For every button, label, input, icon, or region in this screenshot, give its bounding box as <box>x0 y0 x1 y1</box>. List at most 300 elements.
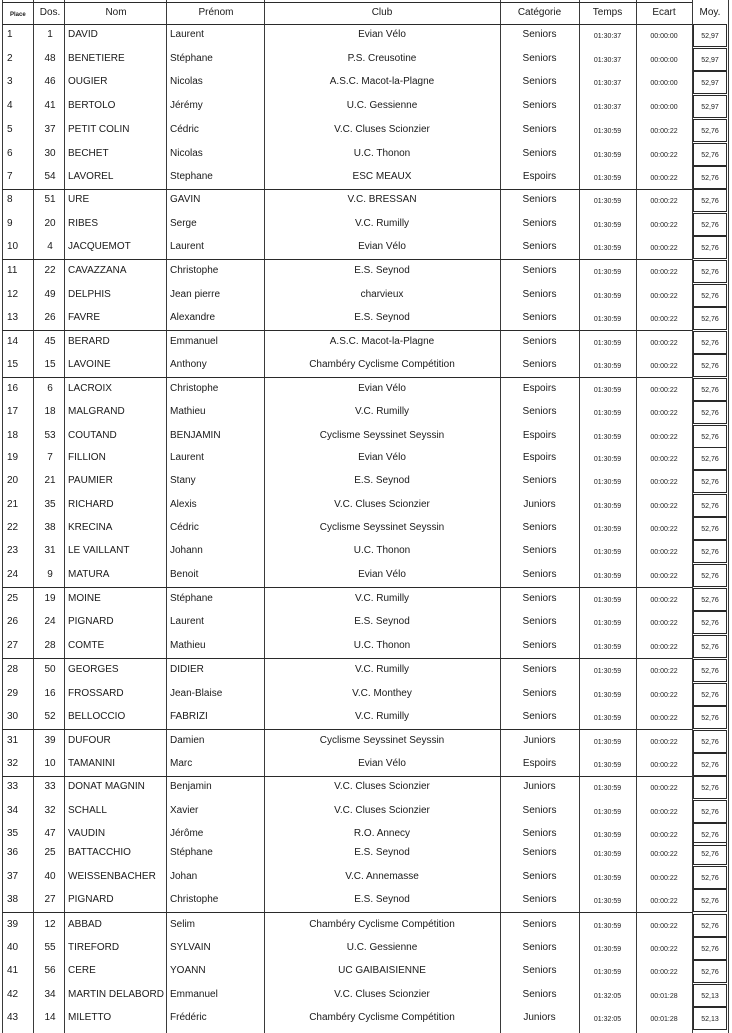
cell-prenom: Stéphane <box>170 593 213 604</box>
cell-ecart: 00:00:22 <box>650 363 678 370</box>
cell-dos: 52 <box>44 711 56 722</box>
cell-dos: 35 <box>44 499 56 510</box>
cell-temps: 01:30:59 <box>593 293 622 300</box>
cell-moy: 52,76 <box>701 410 719 417</box>
cell-cat: Seniors <box>522 593 557 604</box>
cell-ecart: 00:00:22 <box>650 198 678 205</box>
cell-club: Cyclisme Seyssinet Seyssin <box>319 430 445 441</box>
cell-prenom: Stephane <box>170 171 213 182</box>
cell-nom: KRECINA <box>68 522 113 533</box>
cell-moy: 52,76 <box>701 316 719 323</box>
cell-club: U.C. Thonon <box>353 148 411 159</box>
cell-temps: 01:30:59 <box>593 456 622 463</box>
cell-prenom: Laurent <box>170 241 204 252</box>
cell-prenom: Christophe <box>170 383 219 394</box>
cell-moy: 52,76 <box>701 923 719 930</box>
cell-prenom: Johan <box>170 871 198 882</box>
cell-nom: BERARD <box>68 336 110 347</box>
cell-temps: 01:30:59 <box>593 549 622 556</box>
cell-nom: PIGNARD <box>68 616 114 627</box>
cell-club: E.S. Seynod <box>354 616 410 627</box>
header-nom: Nom <box>105 7 127 18</box>
cell-cat: Seniors <box>522 942 557 953</box>
cell-dos: 30 <box>44 148 56 159</box>
cell-cat: Seniors <box>522 805 557 816</box>
cell-temps: 01:30:59 <box>593 692 622 699</box>
column-divider <box>636 0 637 1033</box>
cell-nom: DELPHIS <box>68 289 111 300</box>
column-divider <box>166 0 167 1033</box>
cell-cat: Seniors <box>522 124 557 135</box>
cell-club: V.C. BRESSAN <box>347 194 417 205</box>
cell-nom: FROSSARD <box>68 688 124 699</box>
column-divider <box>33 0 34 1033</box>
cell-cat: Juniors <box>523 781 556 792</box>
cell-moy: 52,76 <box>701 340 719 347</box>
cell-moy: 52,76 <box>701 785 719 792</box>
cell-cat: Espoirs <box>522 383 557 394</box>
column-divider <box>64 0 65 1033</box>
cell-place: 37 <box>7 871 19 882</box>
cell-ecart: 00:00:22 <box>650 875 678 882</box>
cell-nom: PETIT COLIN <box>68 124 130 135</box>
cell-moy: 52,76 <box>701 526 719 533</box>
cell-dos: 54 <box>44 171 56 182</box>
cell-nom: CERE <box>68 965 96 976</box>
cell-cat: Seniors <box>522 828 557 839</box>
cell-temps: 01:30:59 <box>593 898 622 905</box>
cell-place: 25 <box>7 593 19 604</box>
cell-dos: 26 <box>44 312 56 323</box>
cell-nom: MATURA <box>68 569 110 580</box>
cell-nom: MALGRAND <box>68 406 125 417</box>
cell-nom: URE <box>68 194 90 205</box>
cell-moy: 52,76 <box>701 152 719 159</box>
cell-dos: 20 <box>44 218 56 229</box>
cell-ecart: 00:00:22 <box>650 316 678 323</box>
row-group-divider <box>2 330 692 331</box>
cell-club: Chambéry Cyclisme Compétition <box>309 359 455 370</box>
cell-nom: RICHARD <box>68 499 114 510</box>
cell-temps: 01:30:59 <box>593 809 622 816</box>
cell-prenom: Selim <box>170 919 196 930</box>
cell-dos: 32 <box>44 805 56 816</box>
cell-cat: Seniors <box>522 148 557 159</box>
cell-temps: 01:30:37 <box>593 104 622 111</box>
cell-nom: CAVAZZANA <box>68 265 127 276</box>
cell-cat: Seniors <box>522 336 557 347</box>
cell-place: 33 <box>7 781 19 792</box>
cell-prenom: Stéphane <box>170 53 213 64</box>
cell-place: 29 <box>7 688 19 699</box>
cell-cat: Seniors <box>522 894 557 905</box>
cell-prenom: Damien <box>170 735 205 746</box>
cell-cat: Seniors <box>522 265 557 276</box>
cell-nom: PIGNARD <box>68 894 114 905</box>
row-group-divider <box>2 587 692 588</box>
cell-place: 16 <box>7 383 19 394</box>
cell-prenom: Jérôme <box>170 828 204 839</box>
cell-moy: 52,76 <box>701 456 719 463</box>
cell-place: 10 <box>7 241 19 252</box>
cell-dos: 28 <box>44 640 56 651</box>
cell-dos: 6 <box>47 383 53 394</box>
cell-nom: VAUDIN <box>68 828 106 839</box>
cell-ecart: 00:00:22 <box>650 946 678 953</box>
cell-cat: Seniors <box>522 688 557 699</box>
row-group-divider <box>2 24 692 25</box>
cell-ecart: 00:00:22 <box>650 898 678 905</box>
cell-club: V.C. Cluses Scionzier <box>334 499 430 510</box>
cell-nom: BATTACCHIO <box>68 847 131 858</box>
cell-nom: SCHALL <box>68 805 107 816</box>
cell-dos: 14 <box>44 1012 56 1023</box>
cell-club: charvieux <box>360 289 404 300</box>
cell-dos: 25 <box>44 847 56 858</box>
cell-moy: 52,76 <box>701 969 719 976</box>
cell-moy: 52,76 <box>701 387 719 394</box>
cell-nom: WEISSENBACHER <box>68 871 156 882</box>
cell-cat: Seniors <box>522 312 557 323</box>
cell-ecart: 00:00:22 <box>650 692 678 699</box>
cell-moy: 52,76 <box>701 762 719 769</box>
cell-prenom: Marc <box>170 758 193 769</box>
cell-place: 39 <box>7 919 19 930</box>
header-club: Club <box>371 7 393 18</box>
cell-temps: 01:30:59 <box>593 715 622 722</box>
cell-club: V.C. Cluses Scionzier <box>334 805 430 816</box>
cell-place: 31 <box>7 735 19 746</box>
cell-cat: Seniors <box>522 100 557 111</box>
cell-nom: DUFOUR <box>68 735 111 746</box>
cell-prenom: Stéphane <box>170 847 213 858</box>
column-divider <box>2 0 3 1033</box>
cell-temps: 01:30:37 <box>593 80 622 87</box>
cell-ecart: 00:00:22 <box>650 597 678 604</box>
cell-place: 40 <box>7 942 19 953</box>
cell-dos: 37 <box>44 124 56 135</box>
cell-moy: 52,76 <box>701 503 719 510</box>
cell-prenom: Serge <box>170 218 197 229</box>
cell-nom: JACQUEMOT <box>68 241 131 252</box>
cell-club: E.S. Seynod <box>354 265 410 276</box>
cell-temps: 01:30:59 <box>593 269 622 276</box>
row-group-divider <box>2 259 692 260</box>
cell-club: Evian Vélo <box>358 452 406 463</box>
cell-nom: LE VAILLANT <box>68 545 130 556</box>
cell-cat: Juniors <box>523 499 556 510</box>
cell-cat: Seniors <box>522 29 557 40</box>
cell-nom: FILLION <box>68 452 106 463</box>
cell-cat: Espoirs <box>522 452 557 463</box>
cell-ecart: 00:00:22 <box>650 503 678 510</box>
cell-club: V.C. Rumilly <box>354 218 410 229</box>
cell-ecart: 00:00:22 <box>650 644 678 651</box>
cell-temps: 01:30:59 <box>593 479 622 486</box>
cell-ecart: 00:00:22 <box>650 410 678 417</box>
cell-moy: 52,13 <box>701 993 719 1000</box>
cell-dos: 48 <box>44 53 56 64</box>
cell-temps: 01:32:05 <box>593 1016 622 1023</box>
cell-dos: 16 <box>44 688 56 699</box>
row-group-divider <box>2 776 692 777</box>
cell-prenom: Christophe <box>170 265 219 276</box>
cell-club: V.C. Annemasse <box>345 871 419 882</box>
cell-moy: 52,76 <box>701 809 719 816</box>
cell-dos: 33 <box>44 781 56 792</box>
cell-moy: 52,76 <box>701 479 719 486</box>
cell-prenom: Jean-Blaise <box>170 688 223 699</box>
cell-moy: 52,97 <box>701 104 719 111</box>
cell-place: 3 <box>7 76 13 87</box>
cell-club: Cyclisme Seyssinet Seyssin <box>319 522 445 533</box>
cell-club: R.O. Annecy <box>353 828 411 839</box>
cell-club: Evian Vélo <box>358 241 406 252</box>
cell-dos: 39 <box>44 735 56 746</box>
cell-dos: 10 <box>44 758 56 769</box>
cell-ecart: 00:00:22 <box>650 785 678 792</box>
cell-moy: 52,76 <box>701 946 719 953</box>
cell-place: 5 <box>7 124 13 135</box>
cell-place: 28 <box>7 664 19 675</box>
cell-nom: DAVID <box>68 29 98 40</box>
cell-nom: BERTOLO <box>68 100 116 111</box>
cell-ecart: 00:00:22 <box>650 434 678 441</box>
cell-place: 35 <box>7 828 19 839</box>
cell-temps: 01:30:59 <box>593 316 622 323</box>
cell-cat: Seniors <box>522 359 557 370</box>
cell-moy: 52,76 <box>701 293 719 300</box>
cell-dos: 21 <box>44 475 56 486</box>
cell-club: UC GAIBAISIENNE <box>338 965 426 976</box>
cell-ecart: 00:00:22 <box>650 340 678 347</box>
cell-moy: 52,76 <box>701 198 719 205</box>
cell-dos: 34 <box>44 989 56 1000</box>
cell-temps: 01:30:59 <box>593 762 622 769</box>
cell-moy: 52,76 <box>701 875 719 882</box>
cell-prenom: Xavier <box>170 805 199 816</box>
cell-moy: 52,97 <box>701 33 719 40</box>
cell-moy: 52,76 <box>701 434 719 441</box>
cell-cat: Seniors <box>522 545 557 556</box>
cell-temps: 01:30:59 <box>593 245 622 252</box>
cell-club: U.C. Thonon <box>353 545 411 556</box>
cell-prenom: Benoit <box>170 569 199 580</box>
cell-moy: 52,76 <box>701 597 719 604</box>
cell-prenom: Stany <box>170 475 196 486</box>
header-categorie: Catégorie <box>517 7 562 18</box>
cell-nom: LAVOREL <box>68 171 114 182</box>
cell-club: V.C. Rumilly <box>354 711 410 722</box>
cell-club: U.C. Gessienne <box>346 100 418 111</box>
cell-prenom: Laurent <box>170 616 204 627</box>
cell-place: 41 <box>7 965 19 976</box>
cell-nom: DONAT MAGNIN <box>68 781 145 792</box>
cell-place: 20 <box>7 475 19 486</box>
cell-prenom: BENJAMIN <box>170 430 221 441</box>
cell-club: E.S. Seynod <box>354 894 410 905</box>
cell-dos: 46 <box>44 76 56 87</box>
cell-dos: 38 <box>44 522 56 533</box>
cell-place: 36 <box>7 847 19 858</box>
cell-temps: 01:30:59 <box>593 875 622 882</box>
cell-nom: TAMANINI <box>68 758 116 769</box>
cell-ecart: 00:00:22 <box>650 526 678 533</box>
cell-cat: Seniors <box>522 406 557 417</box>
cell-dos: 55 <box>44 942 56 953</box>
cell-club: V.C. Monthey <box>352 688 412 699</box>
cell-prenom: Jérémy <box>170 100 203 111</box>
cell-place: 17 <box>7 406 19 417</box>
cell-dos: 40 <box>44 871 56 882</box>
cell-dos: 1 <box>47 29 53 40</box>
cell-club: V.C. Cluses Scionzier <box>334 124 430 135</box>
cell-moy: 52,76 <box>701 245 719 252</box>
cell-ecart: 00:00:22 <box>650 293 678 300</box>
cell-temps: 01:30:59 <box>593 434 622 441</box>
cell-dos: 27 <box>44 894 56 905</box>
cell-ecart: 00:00:00 <box>650 104 678 111</box>
cell-cat: Seniors <box>522 475 557 486</box>
cell-ecart: 00:01:28 <box>650 1016 678 1023</box>
cell-temps: 01:30:59 <box>593 573 622 580</box>
cell-club: V.C. Rumilly <box>354 593 410 604</box>
cell-prenom: Cédric <box>170 522 199 533</box>
header-ecart: Ecart <box>652 7 676 18</box>
cell-place: 23 <box>7 545 19 556</box>
cell-club: P.S. Creusotine <box>347 53 417 64</box>
cell-temps: 01:30:59 <box>593 128 622 135</box>
cell-club: U.C. Thonon <box>353 640 411 651</box>
cell-ecart: 00:00:22 <box>650 832 678 839</box>
cell-ecart: 00:00:22 <box>650 739 678 746</box>
cell-prenom: Christophe <box>170 894 219 905</box>
cell-cat: Seniors <box>522 847 557 858</box>
cell-moy: 52,76 <box>701 222 719 229</box>
cell-nom: ABBAD <box>68 919 102 930</box>
cell-ecart: 00:00:22 <box>650 851 678 858</box>
cell-ecart: 00:00:22 <box>650 715 678 722</box>
cell-temps: 01:30:59 <box>593 969 622 976</box>
cell-place: 30 <box>7 711 19 722</box>
column-divider <box>692 0 693 1033</box>
cell-moy: 52,76 <box>701 692 719 699</box>
cell-temps: 01:30:59 <box>593 222 622 229</box>
cell-dos: 4 <box>47 241 53 252</box>
header-moy: Moy. <box>699 7 721 18</box>
cell-club: Chambéry Cyclisme Compétition <box>309 919 455 930</box>
cell-nom: FAVRE <box>68 312 101 323</box>
cell-moy: 52,76 <box>701 832 719 839</box>
cell-ecart: 00:00:00 <box>650 33 678 40</box>
cell-dos: 49 <box>44 289 56 300</box>
cell-place: 11 <box>7 265 18 276</box>
cell-prenom: YOANN <box>170 965 206 976</box>
cell-club: Evian Vélo <box>358 383 406 394</box>
cell-place: 32 <box>7 758 19 769</box>
header-temps: Temps <box>592 7 623 18</box>
cell-prenom: Alexandre <box>170 312 216 323</box>
cell-nom: MARTIN DELABORD <box>68 989 164 1000</box>
cell-prenom: Jean pierre <box>170 289 221 300</box>
cell-cat: Seniors <box>522 919 557 930</box>
cell-temps: 01:30:59 <box>593 363 622 370</box>
cell-dos: 18 <box>44 406 56 417</box>
cell-temps: 01:30:59 <box>593 198 622 205</box>
cell-prenom: Frédéric <box>170 1012 207 1023</box>
cell-ecart: 00:00:22 <box>650 923 678 930</box>
row-group-divider <box>2 658 692 659</box>
cell-temps: 01:32:05 <box>593 993 622 1000</box>
cell-dos: 41 <box>44 100 56 111</box>
cell-dos: 47 <box>44 828 56 839</box>
cell-temps: 01:30:37 <box>593 33 622 40</box>
cell-dos: 53 <box>44 430 56 441</box>
cell-temps: 01:30:59 <box>593 152 622 159</box>
cell-ecart: 00:00:00 <box>650 57 678 64</box>
cell-ecart: 00:00:22 <box>650 152 678 159</box>
cell-place: 1 <box>7 29 13 40</box>
cell-ecart: 00:00:22 <box>650 269 678 276</box>
cell-prenom: SYLVAIN <box>170 942 211 953</box>
cell-cat: Seniors <box>522 664 557 675</box>
cell-cat: Seniors <box>522 569 557 580</box>
cell-club: E.S. Seynod <box>354 475 410 486</box>
cell-temps: 01:30:59 <box>593 175 622 182</box>
header-dos: Dos. <box>39 7 61 18</box>
cell-ecart: 00:01:28 <box>650 993 678 1000</box>
cell-club: V.C. Rumilly <box>354 664 410 675</box>
cell-place: 13 <box>7 312 19 323</box>
cell-cat: Seniors <box>522 53 557 64</box>
cell-moy: 52,76 <box>701 715 719 722</box>
cell-ecart: 00:00:00 <box>650 80 678 87</box>
cell-place: 38 <box>7 894 19 905</box>
cell-ecart: 00:00:22 <box>650 809 678 816</box>
cell-temps: 01:30:59 <box>593 946 622 953</box>
column-divider <box>500 0 501 1033</box>
cell-moy: 52,76 <box>701 898 719 905</box>
cell-prenom: Nicolas <box>170 148 203 159</box>
cell-ecart: 00:00:22 <box>650 128 678 135</box>
cell-moy: 52,97 <box>701 80 719 87</box>
cell-dos: 24 <box>44 616 56 627</box>
cell-nom: LAVOINE <box>68 359 111 370</box>
row-group-divider <box>2 377 692 378</box>
cell-temps: 01:30:59 <box>593 923 622 930</box>
cell-cat: Espoirs <box>522 171 557 182</box>
cell-prenom: Emmanuel <box>170 989 218 1000</box>
cell-moy: 52,76 <box>701 851 719 858</box>
cell-place: 4 <box>7 100 13 111</box>
cell-club: ESC MEAUX <box>352 171 412 182</box>
cell-temps: 01:30:59 <box>593 597 622 604</box>
cell-nom: OUGIER <box>68 76 108 87</box>
cell-place: 27 <box>7 640 19 651</box>
cell-prenom: Mathieu <box>170 406 206 417</box>
cell-club: Chambéry Cyclisme Compétition <box>309 1012 455 1023</box>
cell-ecart: 00:00:22 <box>650 456 678 463</box>
cell-ecart: 00:00:22 <box>650 245 678 252</box>
cell-place: 18 <box>7 430 19 441</box>
cell-ecart: 00:00:22 <box>650 969 678 976</box>
cell-nom: COMTE <box>68 640 105 651</box>
cell-cat: Espoirs <box>522 758 557 769</box>
cell-cat: Seniors <box>522 711 557 722</box>
cell-prenom: Laurent <box>170 452 204 463</box>
cell-ecart: 00:00:22 <box>650 479 678 486</box>
cell-moy: 52,76 <box>701 269 719 276</box>
